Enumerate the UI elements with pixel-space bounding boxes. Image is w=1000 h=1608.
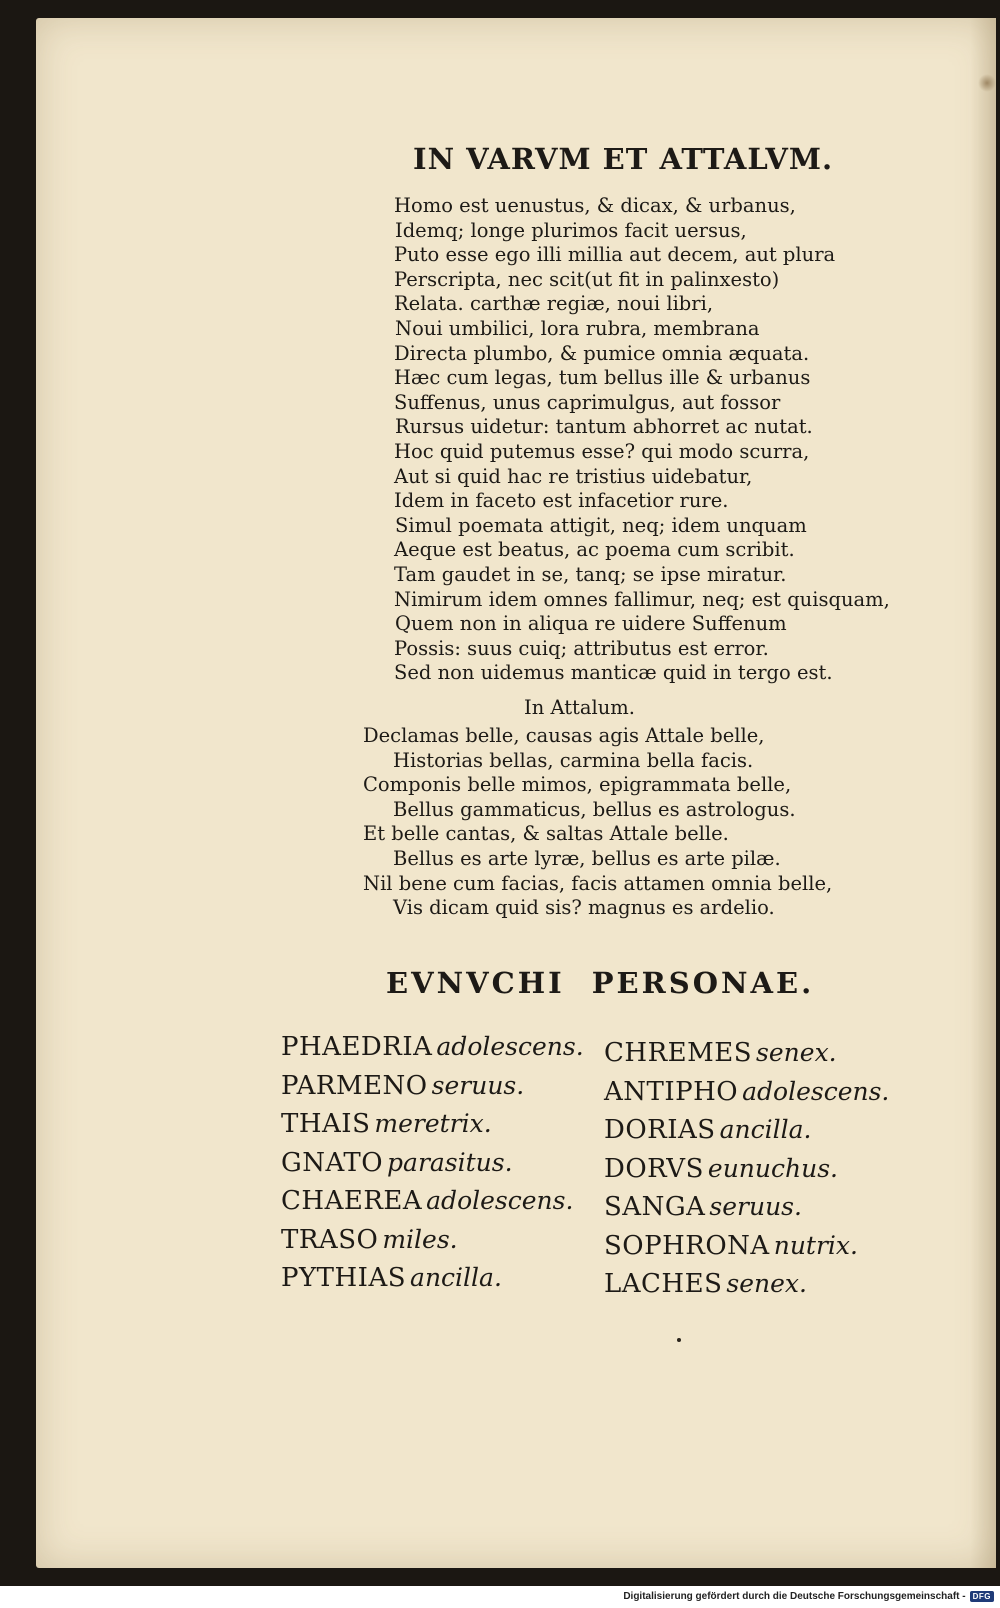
poem-line: Simul poemata attigit, neq; idem unquam <box>395 513 807 537</box>
cast-member <box>281 1259 584 1298</box>
character-role: adolescens. <box>426 1186 574 1215</box>
character-name: DORIAS <box>604 1115 716 1145</box>
character-name: GNATO <box>281 1147 384 1178</box>
title-in-varum-et-attalum: IN VARVM ET ATTALVM. <box>413 142 834 176</box>
character-name: ANTIPHO <box>604 1076 739 1107</box>
cast-member <box>604 1265 889 1304</box>
character-name: DORVS <box>604 1153 704 1184</box>
book-page <box>36 18 996 1568</box>
poem-line: Vis dicam quid sis? magnus es ardelio. <box>393 896 775 920</box>
poem-line: Et belle cantas, & saltas Attale belle. <box>363 822 729 846</box>
character-role: ancilla. <box>410 1263 502 1292</box>
character-role: senex. <box>756 1038 837 1067</box>
cast-member <box>281 1028 584 1067</box>
character-name: SANGA <box>604 1192 706 1222</box>
cast-member <box>281 1182 584 1221</box>
poem-line: Declamas belle, causas agis Attale belle, <box>363 724 765 747</box>
cast-member <box>604 1073 889 1112</box>
character-role: miles. <box>382 1224 458 1254</box>
poem-line: Bellus gammaticus, bellus es astrologus. <box>393 797 796 821</box>
poem-line: Quem non in aliqua re uidere Suffenum <box>395 612 787 636</box>
character-name: PHAEDRIA <box>281 1032 433 1062</box>
poem-line: Suffenus, unus caprimulgus, aut fossor <box>394 390 781 414</box>
character-role: adolescens. <box>742 1076 890 1106</box>
poem-line: Homo est uenustus, & dicax, & urbanus, <box>394 194 796 217</box>
poem-line: Rursus uidetur: tantum abhorret ac nutat. <box>395 415 813 439</box>
poem-varus <box>394 194 890 686</box>
character-role: seruus. <box>709 1192 802 1221</box>
character-role: eunuchus. <box>707 1153 838 1183</box>
paper-stain <box>978 74 996 92</box>
poem-line: Idemq; longe plurimos facit uersus, <box>395 218 747 242</box>
cast-list-left <box>281 1028 584 1298</box>
character-role: meretrix. <box>374 1109 492 1138</box>
poem-line: Nil bene cum facias, facis attamen omnia belle, <box>363 871 833 895</box>
character-role: adolescens. <box>436 1032 584 1061</box>
cast-member <box>604 1111 889 1150</box>
character-role: senex. <box>726 1269 807 1298</box>
poem-line: Puto esse ego illi millia aut decem, aut plura <box>394 243 836 267</box>
poem-line: Possis: suus cuiq; attributus est error. <box>394 636 769 660</box>
character-role: seruus. <box>431 1070 525 1100</box>
poem-line: Idem in faceto est infacetior rure. <box>394 489 729 513</box>
poem-line: Historias bellas, carmina bella facis. <box>393 748 754 772</box>
subtitle-in-attalum: In Attalum. <box>524 696 635 719</box>
character-name: TRASO <box>281 1224 379 1255</box>
character-role: nutrix. <box>773 1230 858 1260</box>
character-name: SOPHRONA <box>604 1230 770 1261</box>
poem-line: Hæc cum legas, tum bellus ille & urbanus <box>394 366 811 390</box>
cast-member <box>281 1221 584 1260</box>
poem-line: Bellus es arte lyræ, bellus es arte pilæ. <box>393 846 781 870</box>
poem-line: Componis belle mimos, epigrammata belle, <box>363 773 792 797</box>
poem-line: Noui umbilici, lora rubra, membrana <box>395 316 760 340</box>
cast-list-right <box>604 1034 889 1304</box>
poem-line: Nimirum idem omnes fallimur, neq; est quisquam, <box>394 587 890 611</box>
cast-member <box>604 1188 889 1227</box>
character-name: CHAEREA <box>281 1186 423 1216</box>
character-name: PYTHIAS <box>281 1263 407 1293</box>
cast-member <box>281 1067 584 1106</box>
poem-line: Relata. carthæ regiæ, noui libri, <box>394 292 714 316</box>
poem-line: Hoc quid putemus esse? qui modo scurra, <box>394 439 810 463</box>
poem-line: Aeque est beatus, ac poema cum scribit. <box>394 538 795 562</box>
cast-member <box>281 1105 584 1144</box>
page-edge-shadow <box>970 18 996 1568</box>
poem-line: Tam gaudet in se, tanq; se ipse miratur. <box>394 562 787 586</box>
poem-line: Directa plumbo, & pumice omnia æquata. <box>394 341 810 365</box>
cast-member <box>281 1144 584 1183</box>
cast-member <box>604 1150 889 1189</box>
cast-member <box>604 1227 889 1266</box>
character-name: LACHES <box>604 1269 723 1299</box>
printer-mark-dot <box>677 1338 681 1342</box>
poem-attalus <box>363 724 832 921</box>
character-name: PARMENO <box>281 1070 428 1101</box>
title-eunuchi-personae: EVNVCHI PERSONAE. <box>386 966 815 1000</box>
character-name: CHREMES <box>604 1038 753 1068</box>
poem-line: Aut si quid hac re tristius uidebatur, <box>394 464 753 488</box>
footer-credit-text: Digitalisierung gefördert durch die Deutsche Forschungsgemeinschaft - <box>623 1591 966 1602</box>
character-name: THAIS <box>281 1109 371 1139</box>
dfg-logo: DFG <box>970 1591 994 1602</box>
character-role: parasitus. <box>387 1147 513 1177</box>
character-role: ancilla. <box>719 1115 812 1144</box>
poem-line: Sed non uidemus manticæ quid in tergo est. <box>394 661 833 685</box>
cast-member <box>604 1034 889 1073</box>
poem-line: Perscripta, nec scit(ut fit in palinxesto) <box>394 267 780 291</box>
digitization-footer <box>623 1591 994 1602</box>
